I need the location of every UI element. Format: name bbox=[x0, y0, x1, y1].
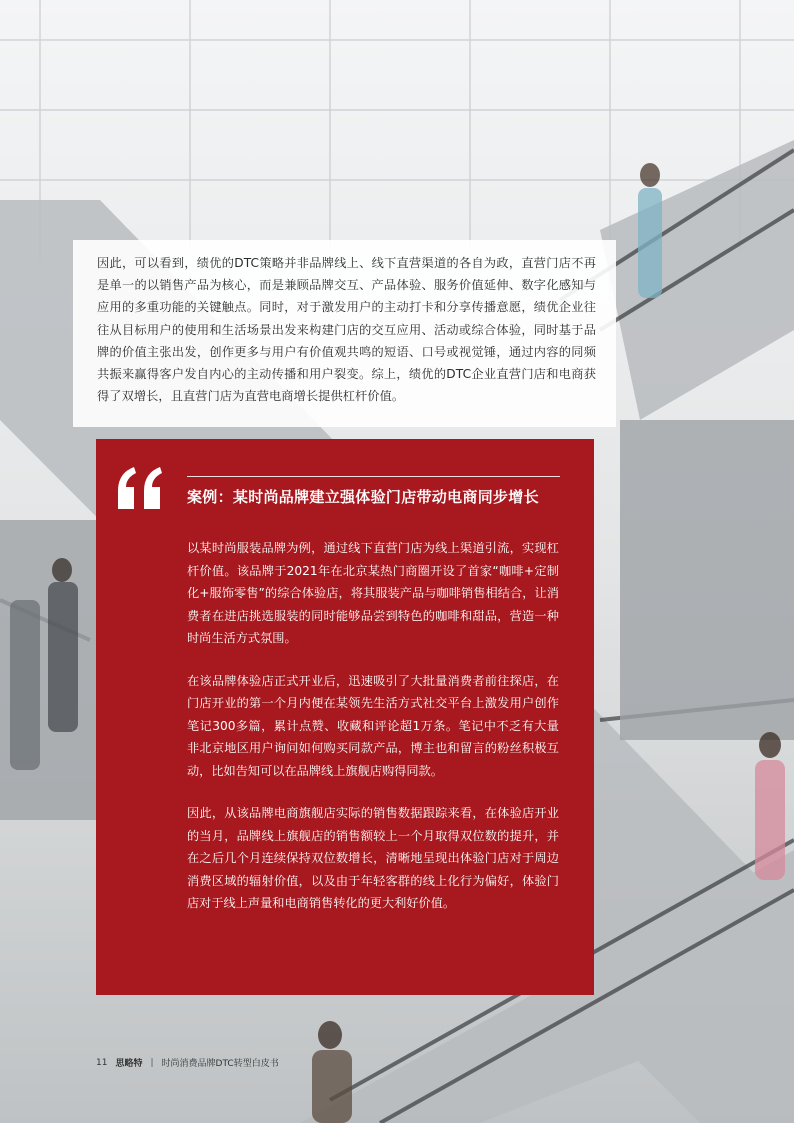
quote-mark-icon bbox=[114, 465, 168, 513]
case-paragraph-2: 在该品牌体验店正式开业后，迅速吸引了大批量消费者前往探店，在门店开业的第一个月内便在某领先生活方式社交平台上激发用户创作笔记300多篇，累计点赞、收藏和评论超1万条。笔记中不乏有大量非北京地区用户询问如何购买同款产品，博主也和留言的粉丝积极互动，比如告知可以在品牌线上旗舰店购得同款。 bbox=[187, 673, 559, 778]
case-paragraph-3: 因此，从该品牌电商旗舰店实际的销售数据跟踪来看，在体验店开业的当月，品牌线上旗舰店的销售额较上一个月取得双位数的提升，并在之后几个月连续保持双位数增长，清晰地呈现出体验门店对于周边消费区域的辐射价值，以及由于年轻客群的线上化行为偏好，体验门店对于线上声量和电商销售转化的更大利好价值。 bbox=[187, 806, 559, 910]
page-number: 11 bbox=[96, 1057, 108, 1068]
case-title: 案例：某时尚品牌建立强体验门店带动电商同步增长 bbox=[187, 488, 539, 506]
case-body bbox=[187, 537, 559, 935]
page-footer bbox=[96, 1056, 279, 1069]
intro-paragraph: 因此，可以看到，绩优的DTC策略并非品牌线上、线下直营渠道的各自为政，直营门店不再是单一的以销售产品为核心，而是兼顾品牌交互、产品体验、服务价值延伸、数字化感知与应用的多重功能的关键触点。同时，对于激发用户的主动打卡和分享传播意愿，绩优企业往往从目标用户的使用和生活场景出发来构建门店的交互应用、活动或综合体验，同时基于品牌的价值主张出发，创作更多与用户有价值观共鸣的短语、口号或视觉锤，通过内容的同频共振来赢得客户发自内心的主动传播和用户裂变。综上，绩优的DTC企业直营门店和电商获得了双增长，且直营门店为直营电商增长提供杠杆价值。 bbox=[97, 256, 596, 404]
intro-text-box bbox=[73, 240, 616, 427]
case-paragraph-1: 以某时尚服装品牌为例，通过线下直营门店为线上渠道引流，实现杠杆价值。该品牌于2021年在北京某热门商圈开设了首家“咖啡+定制化+服饰零售”的综合体验店，将其服装产品与咖啡销售相结合，让消费者在进店挑选服装的同时能够品尝到特色的咖啡和甜品，营造一种时尚生活方式氛围。 bbox=[187, 541, 559, 645]
footer-separator: | bbox=[150, 1057, 154, 1068]
footer-publication-title: 时尚消费品牌DTC转型白皮书 bbox=[161, 1059, 279, 1069]
footer-brand: 思略特 bbox=[115, 1059, 143, 1069]
case-study-box bbox=[96, 439, 594, 995]
case-title-divider bbox=[187, 476, 560, 477]
